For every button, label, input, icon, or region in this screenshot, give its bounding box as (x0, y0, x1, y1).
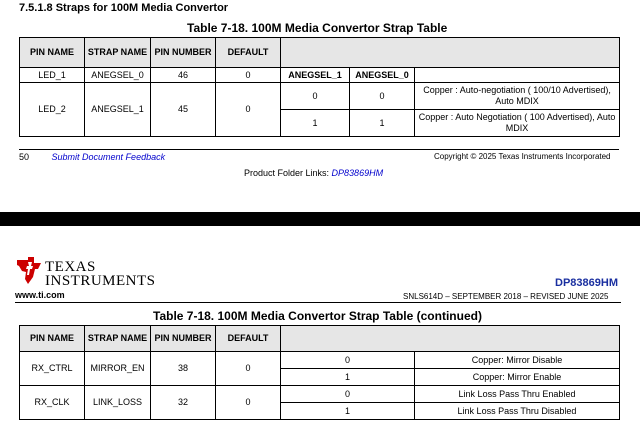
pin-name-cell: LED_2 (20, 83, 85, 137)
mode-anegsel-1-cell: 0 (281, 83, 350, 110)
table-row (20, 83, 620, 110)
mode-value-cell: 1 (281, 369, 415, 386)
ti-logo-icon (14, 257, 44, 285)
default-cell: 0 (216, 83, 281, 137)
header-modes (281, 326, 620, 352)
footer-left (19, 152, 165, 162)
header-default: DEFAULT (216, 326, 281, 352)
mode-value-cell: 1 (281, 403, 415, 420)
table-row (20, 386, 620, 403)
header-pin-name: PIN NAME (20, 326, 85, 352)
mode-description-cell: Link Loss Pass Thru Enabled (415, 386, 620, 403)
pin-name-cell: LED_1 (20, 68, 85, 83)
page-number: 50 (19, 152, 30, 162)
header-modes (281, 38, 620, 68)
doc-number: DP83869HM (555, 277, 618, 289)
folder-label: Product Folder Links: (244, 168, 332, 178)
logo-text-texas: TEXAS (45, 259, 96, 275)
mode-anegsel-0-cell: 0 (350, 83, 415, 110)
default-cell: 0 (216, 352, 281, 386)
subheader-anegsel-1: ANEGSEL_1 (281, 68, 350, 83)
mode-description-cell: Copper: Mirror Disable (415, 352, 620, 369)
header-pin-name: PIN NAME (20, 38, 85, 68)
mode-description-cell: Link Loss Pass Thru Disabled (415, 403, 620, 420)
pin-number-cell: 32 (151, 386, 216, 420)
mode-description-cell: Copper : Auto Negotiation ( 100 Advertised), Auto MDIX (415, 110, 620, 137)
logo-text-instruments: INSTRUMENTS (45, 273, 156, 289)
header-pin-number: PIN NUMBER (151, 38, 216, 68)
pin-name-cell: RX_CTRL (20, 352, 85, 386)
pin-number-cell: 46 (151, 68, 216, 83)
table-row (20, 68, 620, 83)
header-strap-name: STRAP NAME (85, 38, 151, 68)
product-folder-links (244, 168, 383, 178)
table2-title: Table 7-18. 100M Media Convertor Strap Table (continued) (153, 309, 482, 323)
product-folder-link[interactable]: DP83869HM (331, 168, 384, 178)
footer-divider (19, 149, 619, 150)
header-pin-number: PIN NUMBER (151, 326, 216, 352)
header-default: DEFAULT (216, 38, 281, 68)
table1 (19, 37, 620, 137)
strap-name-cell: LINK_LOSS (85, 386, 151, 420)
mode-value-cell: 0 (281, 352, 415, 369)
table2-header-row (20, 326, 620, 352)
table1-header-row (20, 38, 620, 68)
page-break (0, 212, 640, 226)
pin-number-cell: 45 (151, 83, 216, 137)
table2 (19, 325, 620, 420)
default-cell: 0 (216, 386, 281, 420)
subheader-anegsel-0: ANEGSEL_0 (350, 68, 415, 83)
website: www.ti.com (15, 290, 65, 300)
mode-anegsel-1-cell: 1 (281, 110, 350, 137)
strap-name-cell: ANEGSEL_1 (85, 83, 151, 137)
table-row (20, 352, 620, 369)
submit-feedback-link[interactable]: Submit Document Feedback (51, 152, 166, 162)
mode-anegsel-0-cell: 1 (350, 110, 415, 137)
header-strap-name: STRAP NAME (85, 326, 151, 352)
subheader-empty (415, 68, 620, 83)
table1-title: Table 7-18. 100M Media Convertor Strap Table (187, 21, 448, 35)
strap-name-cell: ANEGSEL_0 (85, 68, 151, 83)
header-divider (15, 302, 621, 303)
pin-name-cell: RX_CLK (20, 386, 85, 420)
mode-value-cell: 0 (281, 386, 415, 403)
section-title: 7.5.1.8 Straps for 100M Media Convertor (19, 2, 229, 14)
strap-name-cell: MIRROR_EN (85, 352, 151, 386)
revision-info: SNLS614D – SEPTEMBER 2018 – REVISED JUNE 2025 (403, 292, 609, 301)
mode-description-cell: Copper : Auto-negotiation ( 100/10 Advertised), Auto MDIX (415, 83, 620, 110)
mode-description-cell: Copper: Mirror Enable (415, 369, 620, 386)
pin-number-cell: 38 (151, 352, 216, 386)
copyright: Copyright © 2025 Texas Instruments Incorporated (434, 152, 611, 161)
default-cell: 0 (216, 68, 281, 83)
